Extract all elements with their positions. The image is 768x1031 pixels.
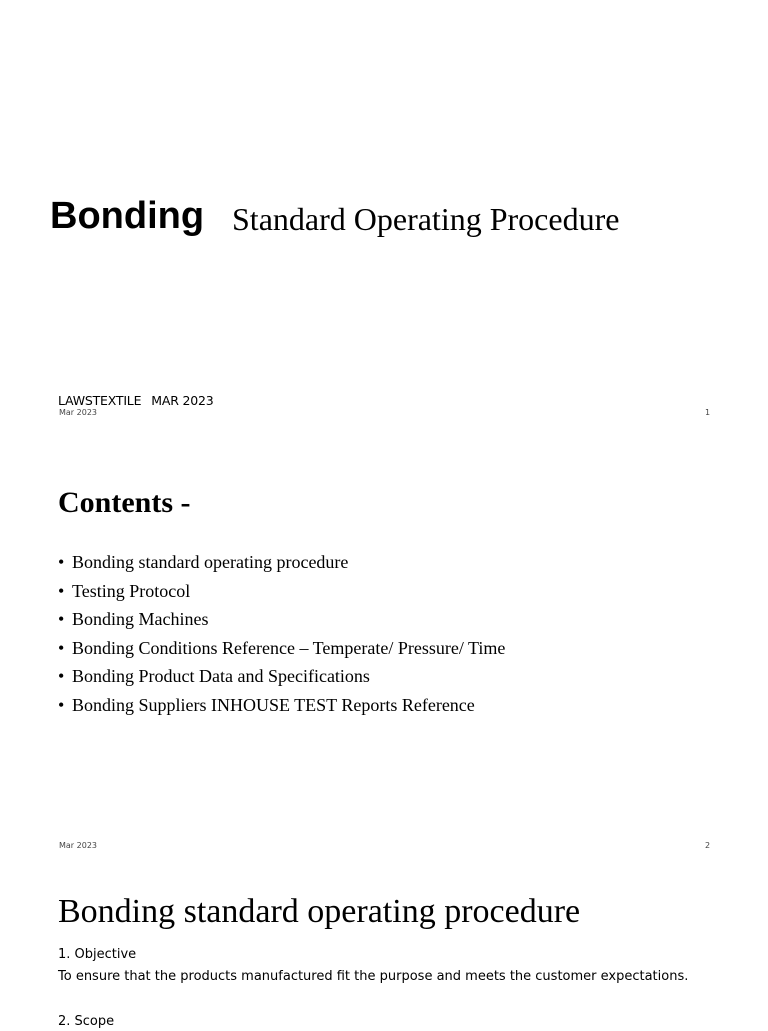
document-title-subtitle: Standard Operating Procedure	[232, 201, 620, 237]
bullet-icon: •	[58, 580, 65, 601]
bullet-icon: •	[58, 609, 65, 630]
objective-text: To ensure that the products manufactured fit the purpose and meets the customer expectations.	[58, 969, 689, 984]
sop-heading: Bonding standard operating procedure	[58, 893, 581, 930]
contents-heading: Contents -	[58, 486, 191, 519]
contents-item: • Bonding Product Data and Specifications	[58, 662, 505, 691]
company-name: LAWSTEXTILE	[58, 393, 142, 408]
bullet-icon: •	[58, 694, 65, 715]
slide1-page-number: 1	[705, 408, 711, 417]
slide1-footer-date: Mar 2023	[59, 408, 97, 417]
document-date: MAR 2023	[151, 393, 214, 408]
contents-item: • Bonding Machines	[58, 605, 505, 634]
contents-item: • Bonding Suppliers INHOUSE TEST Reports Reference	[58, 691, 505, 720]
company-date-line	[58, 393, 214, 408]
document-title-bold: Bonding	[50, 195, 205, 237]
bullet-icon: •	[58, 637, 65, 658]
contents-item: • Bonding Conditions Reference – Temperate/ Pressure/ Time	[58, 634, 505, 663]
objective-heading: 1. Objective	[58, 947, 137, 962]
scope-heading: 2. Scope	[58, 1014, 115, 1029]
contents-list	[58, 548, 505, 720]
contents-item: • Testing Protocol	[58, 577, 505, 606]
slide2-page-number: 2	[705, 841, 711, 850]
contents-item: • Bonding standard operating procedure	[58, 548, 505, 577]
slide2-footer-date: Mar 2023	[59, 841, 97, 850]
bullet-icon: •	[58, 666, 65, 687]
bullet-icon: •	[58, 552, 65, 572]
